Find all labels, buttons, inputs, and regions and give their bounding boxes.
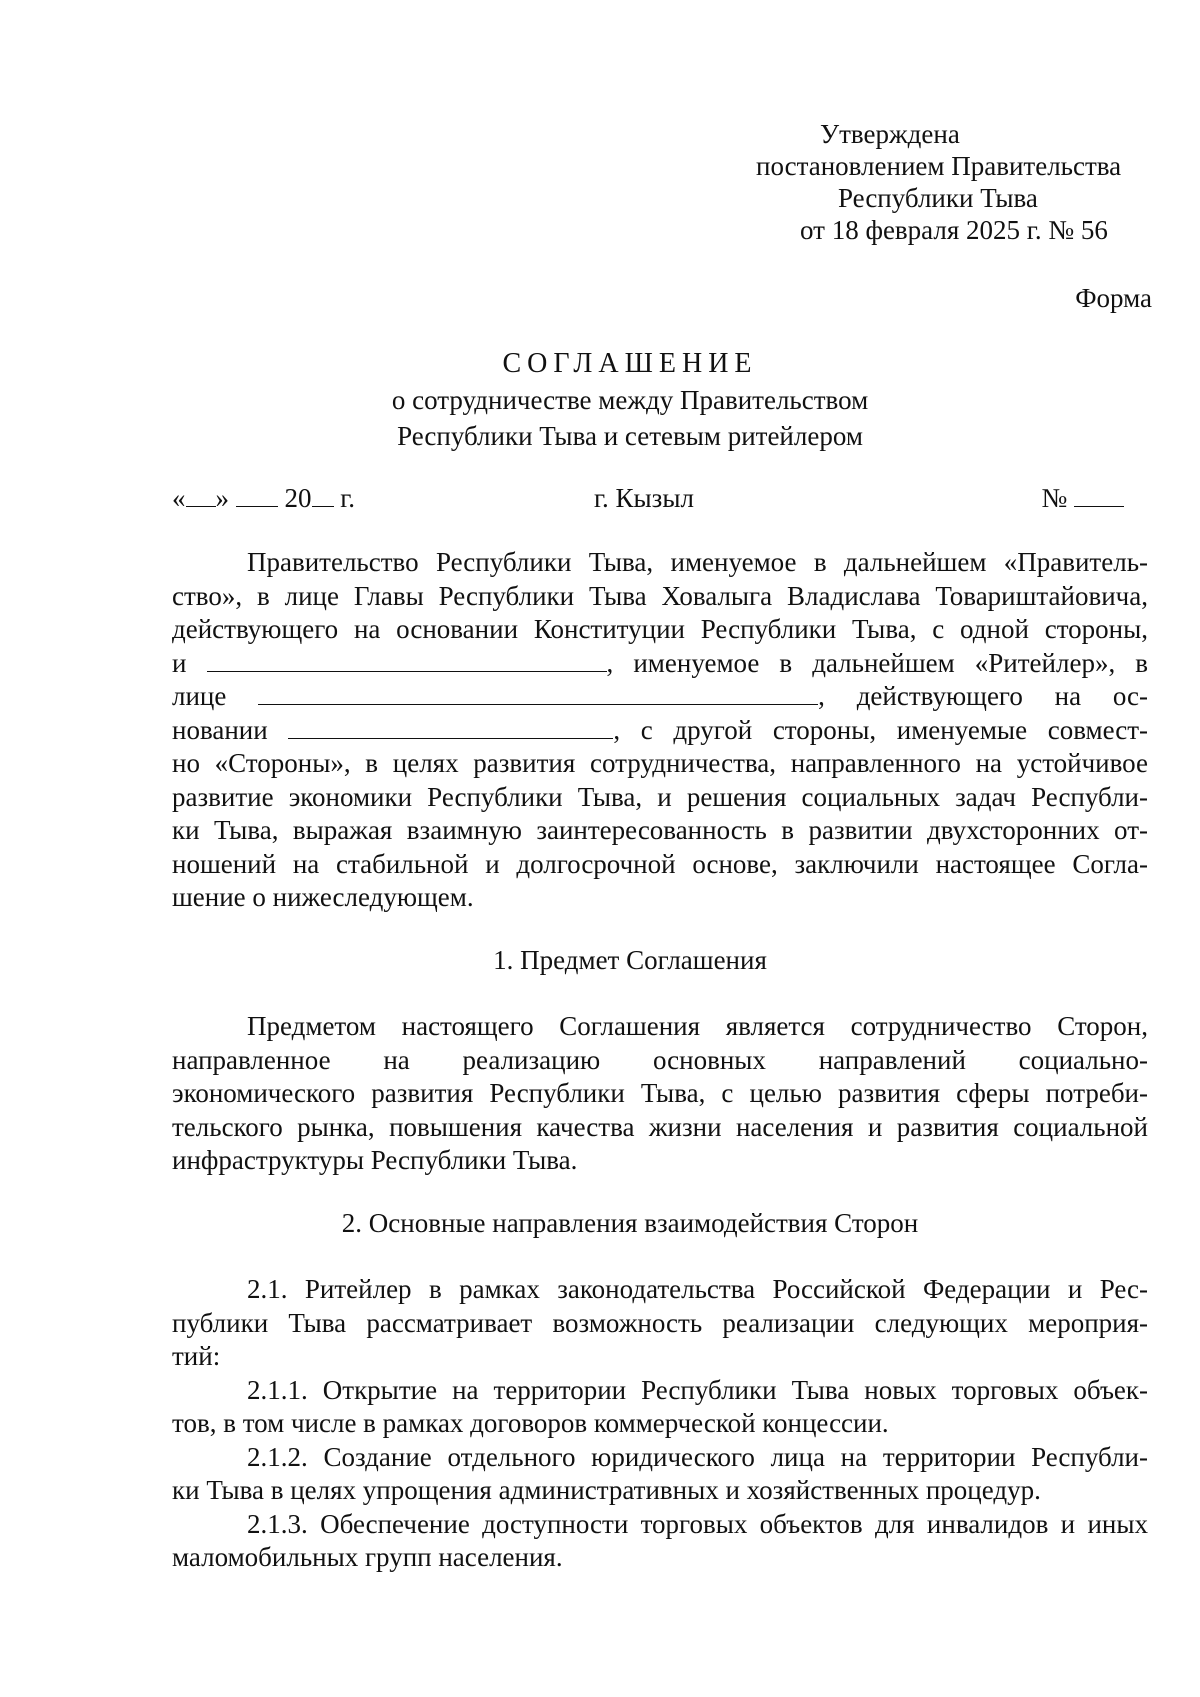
- document-title: [0, 346, 1200, 454]
- text-line: публики Тыва рассматривает возможность реализации следующих мероприя-: [172, 1307, 1148, 1338]
- text-line: новании , с другой стороны, именуемые совмест-: [172, 714, 1149, 745]
- date-field: « » 20 г.: [172, 483, 356, 513]
- preamble-paragraph: [172, 546, 1148, 915]
- text-line: 2.1.3. Обеспечение доступности торговых объектов для инвалидов и иных: [247, 1508, 1148, 1539]
- text-line: тий:: [172, 1341, 221, 1371]
- text-line: Предметом настоящего Соглашения является сотрудничество Сторон,: [247, 1011, 1148, 1041]
- approval-line: Утверждена: [820, 119, 960, 149]
- text-line: ношений на стабильной и долгосрочной основе, заключили настоящее Согла-: [172, 848, 1148, 879]
- text-line: но «Стороны», в целях развития сотрудничества, направленного на устойчивое: [172, 748, 1148, 778]
- text-line: тов, в том числе в рамках договоров коммерческой концессии.: [172, 1408, 889, 1438]
- number-field: №: [1041, 482, 1124, 514]
- approval-stamp: [700, 118, 1160, 246]
- text-line: шение о нижеследующем.: [172, 882, 474, 912]
- text-line: Правительство Республики Тыва, именуемое в дальнейшем «Правитель-: [247, 547, 1148, 577]
- form-label: Форма: [1075, 283, 1152, 313]
- text-line: и , именуемое в дальнейшем «Ритейлер», в: [172, 647, 1149, 678]
- blank-year: [312, 506, 334, 507]
- text-line: действующего на основании Конституции Республики Тыва, с одной стороны,: [172, 614, 1148, 644]
- text-line: развитие экономики Республики Тыва, и решения социальных задач Республи-: [172, 781, 1148, 812]
- text-line: лице , действующего на ос-: [172, 681, 1148, 711]
- text-line: экономического развития Республики Тыва, с целью развития сферы потреби-: [172, 1078, 1148, 1108]
- subject-paragraph: [172, 1010, 1148, 1178]
- title-main: СОГЛАШЕНИЕ: [502, 348, 758, 379]
- text-line: ки Тыва в целях упрощения административных и хозяйственных процедур.: [172, 1475, 1041, 1505]
- section-heading: 2. Основные направления взаимодействия Сторон: [341, 1208, 919, 1238]
- city-field: г. Кызыл: [594, 483, 694, 513]
- text-line: направленное на реализацию основных направлений социально-: [172, 1044, 1148, 1075]
- text-line: ки Тыва, выражая взаимную заинтересованность в развитии двухсторонних от-: [172, 815, 1148, 845]
- text-line: 2.1.2. Создание отдельного юридического лица на территории Республи-: [247, 1441, 1148, 1472]
- blank-number: [1074, 506, 1124, 507]
- blank-basis: [288, 738, 613, 739]
- blank-representative: [258, 704, 818, 705]
- approval-line: от 18 февраля 2025 г. № 56: [800, 215, 1108, 245]
- approval-line: постановлением Правительства: [756, 151, 1122, 181]
- text-line: 2.1. Ритейлер в рамках законодательства Российской Федерации и Рес-: [247, 1274, 1148, 1304]
- blank-retailer-name: [207, 671, 607, 672]
- blank-day: [186, 506, 216, 507]
- approval-line: Республики Тыва: [838, 183, 1038, 213]
- text-line: тельского рынка, повышения качества жизни населения и развития социальной: [172, 1111, 1148, 1142]
- text-line: ство», в лице Главы Республики Тыва Ховалыга Владислава Товариштайовича,: [172, 580, 1148, 611]
- text-line: маломобильных групп населения.: [172, 1542, 563, 1572]
- title-subtitle: о сотрудничестве между Правительством: [391, 385, 869, 415]
- directions-list: [172, 1273, 1148, 1575]
- text-line: инфраструктуры Республики Тыва.: [172, 1145, 578, 1175]
- blank-month: [236, 506, 278, 507]
- text-line: 2.1.1. Открытие на территории Республики Тыва новых торговых объек-: [247, 1374, 1148, 1405]
- section-heading: 1. Предмет Соглашения: [493, 945, 767, 975]
- title-subtitle: Республики Тыва и сетевым ритейлером: [397, 421, 863, 451]
